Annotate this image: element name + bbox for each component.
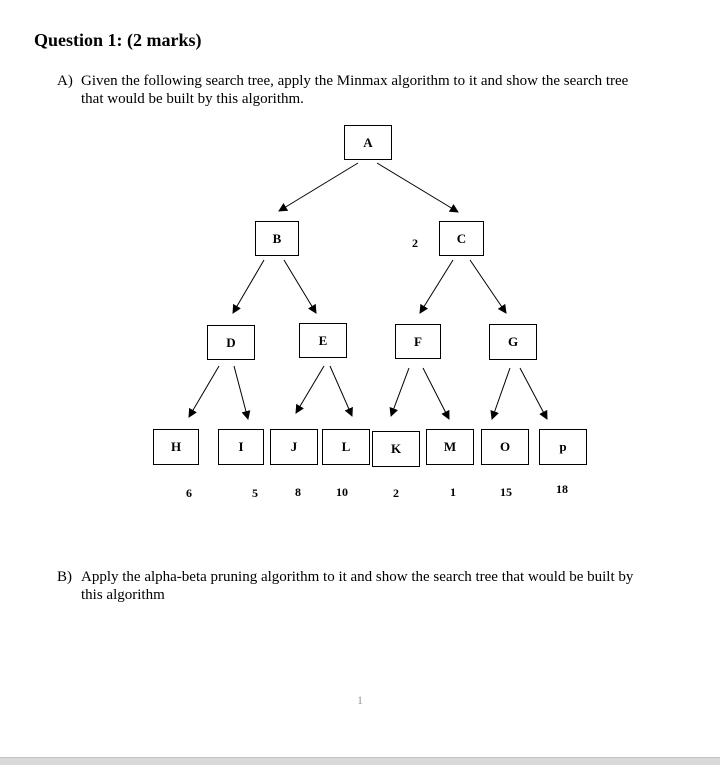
edge-b-e	[284, 260, 316, 313]
tree-node-e: E	[299, 323, 347, 358]
part-b-line-2: this algorithm	[81, 587, 165, 603]
leaf-value-k: 2	[393, 486, 399, 500]
leaf-value-m: 1	[450, 485, 456, 499]
edge-a-c	[377, 163, 458, 212]
edge-a-b	[279, 163, 358, 211]
edge-f-m	[423, 368, 449, 419]
leaf-value-j: 8	[295, 485, 301, 499]
edge-g-o	[492, 368, 510, 419]
tree-node-g: G	[489, 324, 537, 360]
node-c-annotation: 2	[412, 236, 418, 250]
leaf-value-h: 6	[186, 486, 192, 500]
edge-c-f	[420, 260, 453, 313]
tree-leaf-i: I	[218, 429, 264, 465]
edge-d-h	[189, 366, 219, 417]
leaf-value-p: 18	[556, 482, 568, 496]
tree-node-c: C	[439, 221, 484, 256]
edge-g-p	[520, 368, 547, 419]
page-number: 1	[357, 693, 363, 707]
part-b-line-1: Apply the alpha-beta pruning algorithm to it and show the search tree that would be built by	[81, 569, 634, 585]
tree-leaf-j: J	[270, 429, 318, 465]
tree-leaf-k: K	[372, 431, 420, 467]
part-a-label: A)	[57, 73, 73, 89]
tree-leaf-o: O	[481, 429, 529, 465]
edge-c-g	[470, 260, 506, 313]
part-a-line-1: Given the following search tree, apply the Minmax algorithm to it and show the search tree	[81, 73, 629, 89]
tree-leaf-l: L	[322, 429, 370, 465]
leaf-value-i: 5	[252, 486, 258, 500]
tree-node-a: A	[344, 125, 392, 160]
edge-b-d	[233, 260, 264, 313]
tree-node-d: D	[207, 325, 255, 360]
edge-e-l	[330, 366, 352, 416]
tree-leaf-p: p	[539, 429, 587, 465]
leaf-value-o: 15	[500, 485, 512, 499]
edge-f-k	[391, 368, 409, 416]
part-a-line-2: that would be built by this algorithm.	[81, 91, 304, 107]
part-b-label: B)	[57, 569, 72, 585]
tree-leaf-h: H	[153, 429, 199, 465]
leaf-value-l: 10	[336, 485, 348, 499]
question-title: Question 1: (2 marks)	[34, 30, 202, 50]
tree-node-b: B	[255, 221, 299, 256]
tree-leaf-m: M	[426, 429, 474, 465]
edge-d-i	[234, 366, 248, 419]
edge-e-j	[296, 366, 324, 413]
tree-node-f: F	[395, 324, 441, 359]
